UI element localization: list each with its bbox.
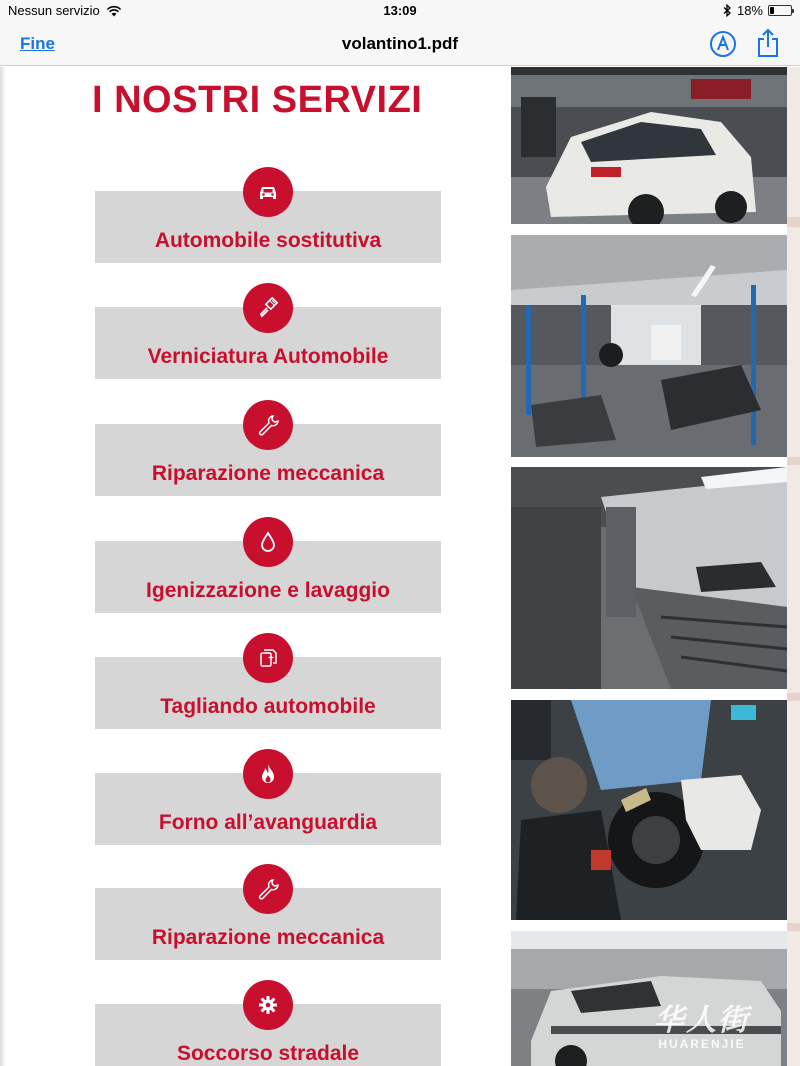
photo-paint-booth [511,467,787,689]
clock: 13:09 [383,3,417,18]
document-title: volantino1.pdf [341,34,459,53]
battery-icon [768,5,792,16]
done-button[interactable]: Fine [20,34,55,53]
service-label: Riparazione meccanica [151,926,385,949]
watermark [654,995,750,1051]
pdf-page[interactable] [0,67,800,1066]
navigation-bar [0,22,800,66]
photo-workshop-hall [511,235,787,457]
service-icon-badge [243,864,293,914]
gear-icon [255,992,281,1018]
service-icon-badge [243,400,293,450]
paint-brush-icon [255,295,281,321]
service-icon-badge [243,633,293,683]
service-icon-badge [243,283,293,333]
service-item [95,633,441,718]
water-drop-icon [255,529,281,555]
markup-pen-icon[interactable] [709,30,737,58]
service-icon-badge [243,167,293,217]
service-item [95,400,441,485]
service-icon-badge [243,517,293,567]
wrench-icon [255,876,281,902]
service-label: Riparazione meccanica [151,462,385,485]
share-icon[interactable] [756,28,780,58]
bluetooth-icon [723,4,732,17]
service-label: Verniciatura Automobile [147,345,389,368]
service-icon-badge [243,980,293,1030]
watermark-cn: 华人街 [654,1003,750,1038]
service-label: Forno all’avanguardia [158,811,378,834]
photo-mechanic-at-wheel [511,700,787,920]
photo-white-car-workshop [511,67,787,224]
page-heading: I NOSTRI SERVIZI [92,79,423,121]
service-icon-badge [243,749,293,799]
service-label: Tagliando automobile [160,695,376,718]
flame-icon [255,761,281,787]
car-icon [255,179,281,205]
service-item [95,864,441,949]
service-label: Igenizzazione e lavaggio [146,579,390,602]
service-item [95,517,441,602]
service-item [95,167,441,252]
watermark-en: HUARENJIE [658,1037,746,1051]
service-label: Automobile sostitutiva [154,229,382,252]
documents-icon [255,645,281,671]
service-item [95,980,441,1065]
status-bar [0,0,800,22]
service-label: Soccorso stradale [176,1042,360,1065]
service-item [95,749,441,834]
battery-percent: 18% [736,3,763,18]
carrier-label: Nessun servizio [8,3,100,18]
wrench-icon [255,412,281,438]
service-item [95,283,441,368]
